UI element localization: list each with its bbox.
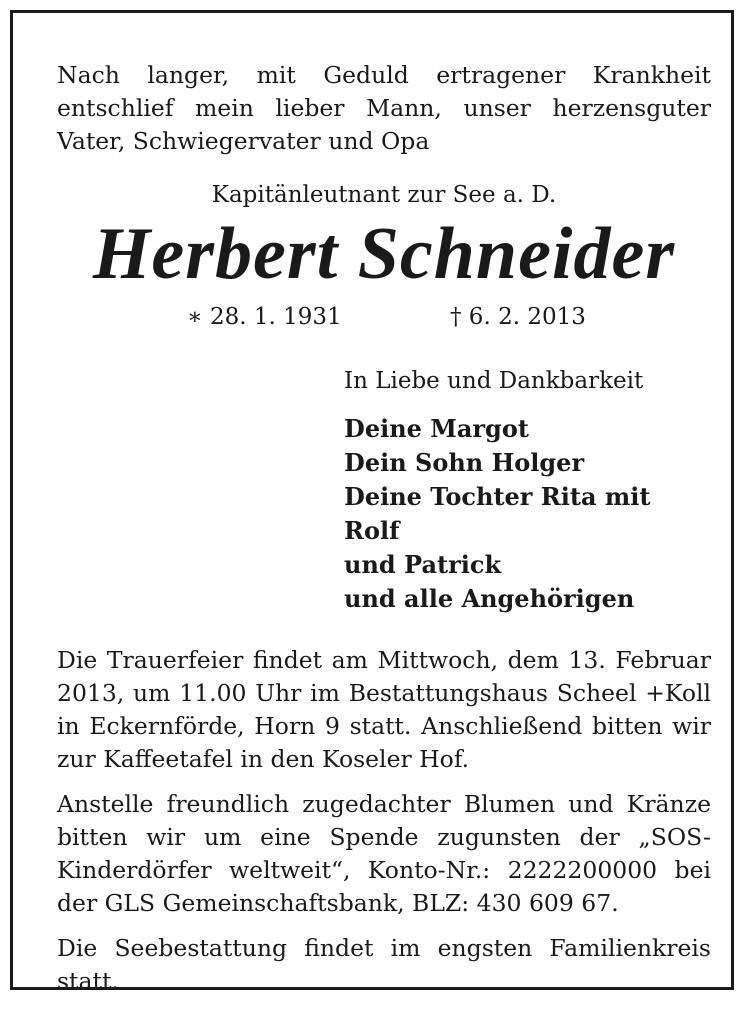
signoff-block (344, 366, 711, 616)
signatory-item: und Patrick (344, 550, 502, 579)
rank-title: Kapitänleutnant zur See a. D. (211, 182, 557, 208)
funeral-paragraph: Die Trauerfeier findet am Mittwoch, dem 13. Februar 2013, um 11.00 Uhr im Bestattungshaus Scheel +Koll in Eckernförde, Horn 9 statt. Anschließend bitten wir zur Kaffeetafel in den Koseler Hof. (57, 646, 711, 773)
signatory-list (344, 412, 711, 616)
death-date: † 6. 2. 2013 (450, 304, 586, 330)
birth-date: ∗ 28. 1. 1931 (187, 304, 342, 330)
notice-details (57, 644, 711, 998)
deceased-name: Herbert Schneider (92, 213, 676, 295)
life-dates (57, 304, 711, 344)
burial-paragraph: Die Seebestattung findet im engsten Familienkreis statt. (57, 934, 711, 995)
signatory-item: Dein Sohn Holger (344, 448, 585, 477)
intro-text: Nach langer, mit Geduld ertragener Krankheit entschlief mein lieber Mann, unser herzensguter Vater, Schwiegervater und Opa (57, 61, 711, 155)
notice-frame (10, 10, 734, 995)
signatory-item: und alle Angehörigen (344, 584, 635, 613)
signatory-item: Deine Margot (344, 414, 529, 443)
signatory-item: Deine Tochter Rita mit Rolf (344, 482, 651, 545)
dedication-line: In Liebe und Dankbarkeit (344, 368, 644, 394)
obituary-content (57, 59, 711, 1010)
donation-paragraph: Anstelle freundlich zugedachter Blumen und Kränze bitten wir um eine Spende zugunsten der „SOS-Kinderdörfer weltweit“, Konto-Nr.: 2222200000 bei der GLS Gemeinschaftsbank, BLZ: 430 609 67. (57, 790, 711, 917)
